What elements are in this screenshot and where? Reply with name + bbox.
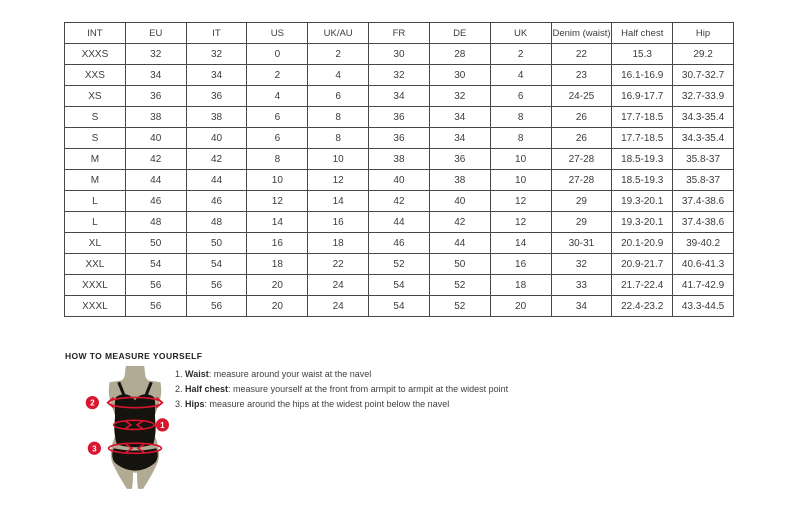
size-cell: XXL: [65, 254, 126, 275]
size-cell: 34: [429, 107, 490, 128]
size-cell: 44: [429, 233, 490, 254]
size-cell: 16.1-16.9: [612, 65, 673, 86]
column-header: UK: [490, 23, 551, 44]
marker-hips: [88, 442, 101, 455]
step-number: 2.: [175, 384, 183, 394]
size-cell: 44: [186, 170, 247, 191]
size-cell: 14: [490, 233, 551, 254]
size-cell: 22: [308, 254, 369, 275]
size-cell: 10: [308, 149, 369, 170]
size-cell: 52: [369, 254, 430, 275]
size-cell: 17.7-18.5: [612, 107, 673, 128]
size-cell: 28: [429, 44, 490, 65]
size-cell: M: [65, 149, 126, 170]
measure-step: [175, 370, 508, 379]
size-cell: 2: [490, 44, 551, 65]
size-cell: 18: [247, 254, 308, 275]
size-cell: 41.7-42.9: [673, 275, 734, 296]
table-row: [65, 86, 734, 107]
size-cell: 42: [186, 149, 247, 170]
size-cell: 30: [369, 44, 430, 65]
size-cell: 54: [186, 254, 247, 275]
size-cell: 42: [369, 191, 430, 212]
size-cell: 16.9-17.7: [612, 86, 673, 107]
size-cell: 34: [186, 65, 247, 86]
size-cell: 42: [429, 212, 490, 233]
size-cell: 44: [369, 212, 430, 233]
size-cell: 18.5-19.3: [612, 170, 673, 191]
size-cell: 54: [125, 254, 186, 275]
size-chart-body: [65, 44, 734, 317]
column-header: Half chest: [612, 23, 673, 44]
size-cell: 33: [551, 275, 612, 296]
size-cell: 24: [308, 275, 369, 296]
step-text: : measure yourself at the front from armpit to armpit at the widest point: [228, 384, 509, 394]
size-cell: 40.6-41.3: [673, 254, 734, 275]
size-cell: 40: [186, 128, 247, 149]
size-cell: 56: [125, 275, 186, 296]
size-cell: 36: [125, 86, 186, 107]
size-cell: 32.7-33.9: [673, 86, 734, 107]
marker-waist: [156, 418, 169, 431]
size-cell: 19.3-20.1: [612, 191, 673, 212]
size-cell: 39-40.2: [673, 233, 734, 254]
size-cell: 32: [551, 254, 612, 275]
size-cell: 8: [308, 128, 369, 149]
size-cell: 10: [247, 170, 308, 191]
size-cell: 26: [551, 128, 612, 149]
size-cell: 37.4-38.6: [673, 212, 734, 233]
size-cell: 50: [186, 233, 247, 254]
size-cell: 40: [369, 170, 430, 191]
column-header: UK/AU: [308, 23, 369, 44]
size-cell: 37.4-38.6: [673, 191, 734, 212]
table-row: [65, 170, 734, 191]
size-cell: 14: [308, 191, 369, 212]
size-cell: 30.7-32.7: [673, 65, 734, 86]
size-cell: 29.2: [673, 44, 734, 65]
marker-2-label: 2: [90, 398, 95, 408]
size-cell: S: [65, 107, 126, 128]
size-cell: 18.5-19.3: [612, 149, 673, 170]
measure-steps-list: [175, 367, 508, 409]
size-cell: 56: [125, 296, 186, 317]
table-header-row: [65, 23, 734, 44]
size-cell: 27-28: [551, 149, 612, 170]
step-text: : measure around your waist at the navel: [208, 369, 372, 379]
size-cell: 23: [551, 65, 612, 86]
size-cell: 40: [125, 128, 186, 149]
column-header: DE: [429, 23, 490, 44]
size-cell: 29: [551, 212, 612, 233]
table-row: [65, 233, 734, 254]
size-cell: 8: [247, 149, 308, 170]
size-cell: XXXL: [65, 275, 126, 296]
size-cell: 40: [429, 191, 490, 212]
size-cell: 48: [125, 212, 186, 233]
size-cell: 6: [247, 128, 308, 149]
size-cell: 38: [429, 170, 490, 191]
size-cell: 16: [490, 254, 551, 275]
size-cell: 18: [490, 275, 551, 296]
size-cell: 56: [186, 275, 247, 296]
size-cell: L: [65, 191, 126, 212]
column-header: INT: [65, 23, 126, 44]
size-cell: 50: [125, 233, 186, 254]
size-cell: XXXL: [65, 296, 126, 317]
table-row: [65, 275, 734, 296]
size-cell: 54: [369, 296, 430, 317]
measure-step: [175, 385, 508, 394]
size-cell: 6: [247, 107, 308, 128]
size-cell: 36: [186, 86, 247, 107]
size-cell: 50: [429, 254, 490, 275]
size-cell: 30: [429, 65, 490, 86]
size-cell: 24-25: [551, 86, 612, 107]
size-cell: 12: [308, 170, 369, 191]
size-cell: L: [65, 212, 126, 233]
size-cell: 10: [490, 170, 551, 191]
size-cell: 32: [125, 44, 186, 65]
size-cell: 52: [429, 275, 490, 296]
size-cell: M: [65, 170, 126, 191]
size-cell: 44: [125, 170, 186, 191]
step-term: Waist: [185, 369, 209, 379]
size-cell: 56: [186, 296, 247, 317]
size-cell: 2: [247, 65, 308, 86]
size-cell: 20: [247, 296, 308, 317]
size-cell: 6: [308, 86, 369, 107]
size-cell: 36: [369, 107, 430, 128]
size-cell: 22: [551, 44, 612, 65]
marker-1-label: 1: [160, 420, 165, 430]
size-cell: 12: [490, 191, 551, 212]
size-cell: 29: [551, 191, 612, 212]
column-header: Hip: [673, 23, 734, 44]
column-header: FR: [369, 23, 430, 44]
size-cell: XS: [65, 86, 126, 107]
table-row: [65, 149, 734, 170]
size-cell: 20: [490, 296, 551, 317]
size-cell: 8: [490, 107, 551, 128]
step-text: : measure around the hips at the widest point below the navel: [204, 399, 450, 409]
size-cell: 36: [429, 149, 490, 170]
size-cell: 38: [125, 107, 186, 128]
size-cell: 19.3-20.1: [612, 212, 673, 233]
size-cell: 34.3-35.4: [673, 128, 734, 149]
size-cell: 42: [125, 149, 186, 170]
size-chart-table: [64, 22, 734, 317]
size-cell: 12: [247, 191, 308, 212]
size-cell: 2: [308, 44, 369, 65]
size-cell: 0: [247, 44, 308, 65]
size-cell: 34: [429, 128, 490, 149]
size-cell: 22.4-23.2: [612, 296, 673, 317]
table-row: [65, 212, 734, 233]
column-header: US: [247, 23, 308, 44]
table-row: [65, 65, 734, 86]
size-cell: 17.7-18.5: [612, 128, 673, 149]
measure-step: [175, 400, 508, 409]
table-row: [65, 296, 734, 317]
column-header: Denim (waist): [551, 23, 612, 44]
table-row: [65, 44, 734, 65]
size-cell: 43.3-44.5: [673, 296, 734, 317]
size-cell: 38: [186, 107, 247, 128]
size-cell: 20.1-20.9: [612, 233, 673, 254]
size-cell: 14: [247, 212, 308, 233]
size-cell: 4: [247, 86, 308, 107]
table-row: [65, 107, 734, 128]
size-cell: 54: [369, 275, 430, 296]
size-cell: 20.9-21.7: [612, 254, 673, 275]
size-cell: 46: [125, 191, 186, 212]
size-cell: 46: [186, 191, 247, 212]
size-cell: 27-28: [551, 170, 612, 191]
step-term: Half chest: [185, 384, 229, 394]
size-cell: 35.8-37: [673, 170, 734, 191]
marker-3-label: 3: [92, 444, 97, 454]
size-cell: XL: [65, 233, 126, 254]
size-cell: 21.7-22.4: [612, 275, 673, 296]
size-cell: 34: [369, 86, 430, 107]
size-cell: 24: [308, 296, 369, 317]
size-cell: 30-31: [551, 233, 612, 254]
step-number: 1.: [175, 369, 183, 379]
size-cell: 18: [308, 233, 369, 254]
size-cell: 32: [429, 86, 490, 107]
step-number: 3.: [175, 399, 183, 409]
size-cell: 34: [125, 65, 186, 86]
size-cell: 10: [490, 149, 551, 170]
size-cell: 32: [369, 65, 430, 86]
table-row: [65, 191, 734, 212]
size-cell: S: [65, 128, 126, 149]
column-header: EU: [125, 23, 186, 44]
size-cell: 52: [429, 296, 490, 317]
size-cell: 36: [369, 128, 430, 149]
step-term: Hips: [185, 399, 205, 409]
size-cell: 32: [186, 44, 247, 65]
size-cell: 38: [369, 149, 430, 170]
size-cell: XXS: [65, 65, 126, 86]
size-cell: 35.8-37: [673, 149, 734, 170]
size-cell: 12: [490, 212, 551, 233]
size-cell: 8: [490, 128, 551, 149]
size-cell: 48: [186, 212, 247, 233]
column-header: IT: [186, 23, 247, 44]
size-cell: 15.3: [612, 44, 673, 65]
size-cell: 6: [490, 86, 551, 107]
table-row: [65, 128, 734, 149]
size-cell: 20: [247, 275, 308, 296]
size-cell: 26: [551, 107, 612, 128]
size-cell: 34.3-35.4: [673, 107, 734, 128]
size-cell: 8: [308, 107, 369, 128]
size-cell: XXXS: [65, 44, 126, 65]
size-cell: 16: [308, 212, 369, 233]
size-cell: 46: [369, 233, 430, 254]
size-cell: 34: [551, 296, 612, 317]
size-cell: 4: [490, 65, 551, 86]
size-cell: 4: [308, 65, 369, 86]
size-cell: 16: [247, 233, 308, 254]
measure-guide-title: HOW TO MEASURE YOURSELF: [65, 351, 203, 361]
mannequin-neck: [118, 366, 153, 382]
table-row: [65, 254, 734, 275]
marker-half-chest: [86, 396, 99, 409]
